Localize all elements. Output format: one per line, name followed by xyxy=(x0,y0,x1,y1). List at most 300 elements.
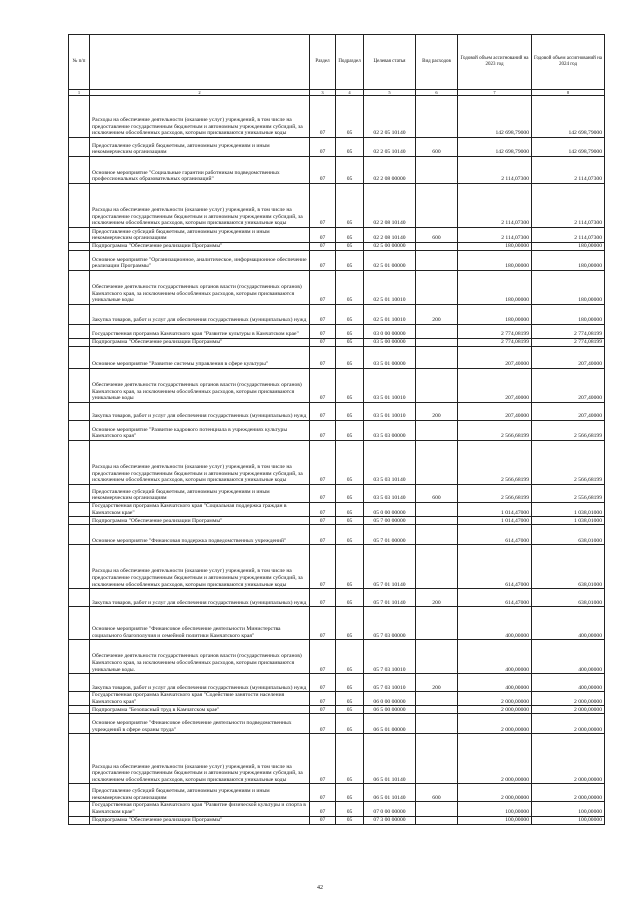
expense-name-cell: Закупка товаров, работ и услуг для обеспечения государственных (муниципальных) нужд xyxy=(90,403,310,421)
podrazdel-cell: 05 xyxy=(336,802,364,816)
target-article-cell: 06 0 00 00000 xyxy=(364,692,416,706)
table-row xyxy=(69,96,605,138)
target-article-cell: 02 5 01 10010 xyxy=(364,305,416,325)
target-article-cell: 02 2 08 10140 xyxy=(364,184,416,228)
razdel-cell: 07 xyxy=(310,421,336,441)
row-index-cell xyxy=(69,640,90,674)
expense-type-cell xyxy=(416,421,458,441)
amount-2024-cell: 142 698,79000 xyxy=(532,138,605,157)
header-podrazdel: Подраздел xyxy=(336,35,364,90)
razdel-cell: 07 xyxy=(310,157,336,184)
table-row xyxy=(69,485,605,503)
row-index-cell xyxy=(69,545,90,589)
amount-2023-cell: 2 114,07300 xyxy=(458,228,532,243)
expense-type-cell: 200 xyxy=(416,589,458,607)
expense-type-cell xyxy=(416,157,458,184)
row-index-cell xyxy=(69,347,90,369)
table-row xyxy=(69,243,605,251)
target-article-cell: 02 2 05 10140 xyxy=(364,138,416,157)
razdel-cell: 07 xyxy=(310,228,336,243)
header-expense-type: Вид расходов xyxy=(416,35,458,90)
target-article-cell: 06 5 01 00000 xyxy=(364,714,416,734)
podrazdel-cell: 05 xyxy=(336,525,364,545)
row-index-cell xyxy=(69,138,90,157)
amount-2023-cell: 2 114,07300 xyxy=(458,157,532,184)
expense-type-cell xyxy=(416,503,458,517)
expense-name-cell: Предоставление субсидий бюджетным, автономным учреждениям и иным некоммерческим организациям xyxy=(90,784,310,802)
row-index-cell xyxy=(69,421,90,441)
target-article-cell: 05 7 01 10140 xyxy=(364,589,416,607)
table-body xyxy=(69,90,605,825)
razdel-cell: 07 xyxy=(310,640,336,674)
target-article-cell: 07 0 00 00000 xyxy=(364,802,416,816)
expense-name-cell: Государственная программа Камчатского края "Содействие занятости населения Камчатского края" xyxy=(90,692,310,706)
table-row xyxy=(69,816,605,824)
amount-2023-cell: 180,00000 xyxy=(458,305,532,325)
expense-name-cell: Подпрограмма "Обеспечение реализации Программы" xyxy=(90,243,310,251)
podrazdel-cell: 05 xyxy=(336,305,364,325)
row-index-cell xyxy=(69,706,90,714)
amount-2024-cell: 100,00000 xyxy=(532,802,605,816)
table-row xyxy=(69,441,605,485)
expense-name-cell: Государственная программа Камчатского края "Социальная поддержка граждан в Камчатском крае" xyxy=(90,503,310,517)
expense-type-cell: 200 xyxy=(416,403,458,421)
row-index-cell xyxy=(69,441,90,485)
podrazdel-cell: 05 xyxy=(336,816,364,824)
podrazdel-cell: 05 xyxy=(336,441,364,485)
target-article-cell: 03 5 01 10010 xyxy=(364,403,416,421)
podrazdel-cell: 05 xyxy=(336,157,364,184)
expense-name-cell: Расходы на обеспечение деятельности (оказание услуг) учреждений, в том числе на предоставление государственным бюджетным и автономным учреждениям субсидий, за исключением обособленных расходов, которым присваиваются уникальные коды xyxy=(90,734,310,784)
podrazdel-cell: 05 xyxy=(336,517,364,525)
expense-type-cell xyxy=(416,692,458,706)
expense-name-cell: Основное мероприятие "Финансовая поддержка подведомственных учреждений" xyxy=(90,525,310,545)
razdel-cell: 07 xyxy=(310,243,336,251)
amount-2023-cell: 2 774,08199 xyxy=(458,339,532,347)
amount-2023-cell: 400,00000 xyxy=(458,607,532,640)
table-row xyxy=(69,228,605,243)
amount-2024-cell: 180,00000 xyxy=(532,305,605,325)
razdel-cell: 07 xyxy=(310,517,336,525)
expense-name-cell: Предоставление субсидий бюджетным, автономным учреждениям и иным некоммерческим организациям xyxy=(90,228,310,243)
amount-2023-cell: 2 566,68199 xyxy=(458,441,532,485)
expense-name-cell: Государственная программа Камчатского края "Развитие культуры в Камчатском крае" xyxy=(90,325,310,339)
target-article-cell: 03 5 03 10140 xyxy=(364,441,416,485)
razdel-cell: 07 xyxy=(310,589,336,607)
table-row xyxy=(69,138,605,157)
amount-2023-cell: 100,00000 xyxy=(458,802,532,816)
expense-type-cell xyxy=(416,525,458,545)
podrazdel-cell: 05 xyxy=(336,607,364,640)
amount-2023-cell: 2 114,07300 xyxy=(458,184,532,228)
column-number: 7 xyxy=(458,90,532,96)
razdel-cell: 07 xyxy=(310,607,336,640)
target-article-cell: 05 7 00 00000 xyxy=(364,517,416,525)
amount-2023-cell: 1 014,47000 xyxy=(458,517,532,525)
row-index-cell xyxy=(69,607,90,640)
expense-name-cell: Закупка товаров, работ и услуг для обеспечения государственных (муниципальных) нужд xyxy=(90,305,310,325)
podrazdel-cell: 05 xyxy=(336,714,364,734)
razdel-cell: 07 xyxy=(310,441,336,485)
amount-2024-cell: 2 000,00000 xyxy=(532,692,605,706)
header-amount-2023: Годовой объем ассигнований на 2023 год xyxy=(458,35,532,90)
row-index-cell xyxy=(69,271,90,305)
expense-type-cell xyxy=(416,369,458,403)
header-num: № п/п xyxy=(69,35,90,90)
expense-type-cell xyxy=(416,816,458,824)
amount-2024-cell: 180,00000 xyxy=(532,243,605,251)
podrazdel-cell: 05 xyxy=(336,325,364,339)
amount-2023-cell: 142 698,79000 xyxy=(458,138,532,157)
podrazdel-cell: 05 xyxy=(336,271,364,305)
row-index-cell xyxy=(69,589,90,607)
expense-type-cell xyxy=(416,802,458,816)
amount-2023-cell: 2 000,00000 xyxy=(458,784,532,802)
podrazdel-cell: 05 xyxy=(336,403,364,421)
target-article-cell: 06 5 01 10140 xyxy=(364,734,416,784)
amount-2023-cell: 2 566,68199 xyxy=(458,421,532,441)
podrazdel-cell: 05 xyxy=(336,96,364,138)
expense-type-cell xyxy=(416,96,458,138)
table-row xyxy=(69,403,605,421)
table-row xyxy=(69,734,605,784)
amount-2023-cell: 1 014,47000 xyxy=(458,503,532,517)
amount-2023-cell: 207,40000 xyxy=(458,369,532,403)
table-row xyxy=(69,674,605,692)
amount-2024-cell: 2 000,00000 xyxy=(532,784,605,802)
amount-2024-cell: 207,40000 xyxy=(532,403,605,421)
razdel-cell: 07 xyxy=(310,403,336,421)
amount-2024-cell: 100,00000 xyxy=(532,816,605,824)
expense-type-cell: 600 xyxy=(416,784,458,802)
expense-name-cell: Основное мероприятие "Финансовое обеспечение деятельности подведомственных учреждений в сфере охраны труда" xyxy=(90,714,310,734)
table-row xyxy=(69,802,605,816)
amount-2024-cell: 2 114,07300 xyxy=(532,228,605,243)
razdel-cell: 07 xyxy=(310,138,336,157)
amount-2024-cell: 638,01000 xyxy=(532,525,605,545)
amount-2023-cell: 180,00000 xyxy=(458,243,532,251)
row-index-cell xyxy=(69,714,90,734)
amount-2023-cell: 614,47000 xyxy=(458,525,532,545)
amount-2024-cell: 180,00000 xyxy=(532,251,605,271)
row-index-cell xyxy=(69,325,90,339)
amount-2023-cell: 207,40000 xyxy=(458,347,532,369)
podrazdel-cell: 05 xyxy=(336,184,364,228)
table-row xyxy=(69,517,605,525)
expense-name-cell: Обеспечение деятельности государственных органов власти (государственных органов) Камчатского края, за исключением обособленных расходов, которым присваиваются уникальные коды xyxy=(90,369,310,403)
expense-name-cell: Основное мероприятие "Развитие кадрового потенциала в учреждениях культуры Камчатского края" xyxy=(90,421,310,441)
table-row xyxy=(69,714,605,734)
target-article-cell: 05 7 01 10140 xyxy=(364,545,416,589)
target-article-cell: 02 5 01 00000 xyxy=(364,251,416,271)
amount-2024-cell: 400,00000 xyxy=(532,640,605,674)
amount-2024-cell: 2 114,07300 xyxy=(532,184,605,228)
expense-type-cell: 200 xyxy=(416,674,458,692)
podrazdel-cell: 05 xyxy=(336,485,364,503)
amount-2024-cell: 1 038,01000 xyxy=(532,503,605,517)
row-index-cell xyxy=(69,503,90,517)
amount-2023-cell: 2 566,68199 xyxy=(458,485,532,503)
expense-type-cell xyxy=(416,347,458,369)
column-number: 4 xyxy=(336,90,364,96)
table-row xyxy=(69,421,605,441)
row-index-cell xyxy=(69,802,90,816)
header-target-article: Целевая статья xyxy=(364,35,416,90)
expense-name-cell: Закупка товаров, работ и услуг для обеспечения государственных (муниципальных) нужд xyxy=(90,674,310,692)
amount-2024-cell: 400,00000 xyxy=(532,674,605,692)
expense-name-cell: Расходы на обеспечение деятельности (оказание услуг) учреждений, в том числе на предоставление государственным бюджетным и автономным учреждениям субсидий, за исключением обособленных расходов, которым присваиваются уникальные коды xyxy=(90,441,310,485)
expense-name-cell: Обеспечение деятельности государственных органов власти (государственных органов) Камчатского края, за исключением обособленных расходов, которым присваиваются уникальные коды xyxy=(90,271,310,305)
target-article-cell: 03 5 00 00000 xyxy=(364,339,416,347)
target-article-cell: 05 7 03 10010 xyxy=(364,640,416,674)
expense-name-cell: Подпрограмма "Безопасный труд в Камчатском крае" xyxy=(90,706,310,714)
amount-2024-cell: 2 000,00000 xyxy=(532,706,605,714)
razdel-cell: 07 xyxy=(310,96,336,138)
razdel-cell: 07 xyxy=(310,485,336,503)
target-article-cell: 05 0 00 00000 xyxy=(364,503,416,517)
target-article-cell: 06 5 00 00000 xyxy=(364,706,416,714)
expense-name-cell: Основное мероприятие "Финансовое обеспечение деятельности Министерства социального благополучия и семейной политики Камчатского края" xyxy=(90,607,310,640)
amount-2024-cell: 2 774,08199 xyxy=(532,325,605,339)
podrazdel-cell: 05 xyxy=(336,347,364,369)
table-row xyxy=(69,325,605,339)
razdel-cell: 07 xyxy=(310,706,336,714)
expense-type-cell xyxy=(416,640,458,674)
amount-2023-cell: 180,00000 xyxy=(458,251,532,271)
amount-2024-cell: 2 000,00000 xyxy=(532,734,605,784)
expense-type-cell xyxy=(416,243,458,251)
row-index-cell xyxy=(69,692,90,706)
row-index-cell xyxy=(69,184,90,228)
amount-2023-cell: 180,00000 xyxy=(458,271,532,305)
target-article-cell: 05 7 03 10010 xyxy=(364,674,416,692)
podrazdel-cell: 05 xyxy=(336,692,364,706)
table-row xyxy=(69,369,605,403)
table-header-row xyxy=(69,35,605,90)
razdel-cell: 07 xyxy=(310,802,336,816)
amount-2023-cell: 100,00000 xyxy=(458,816,532,824)
row-index-cell xyxy=(69,784,90,802)
column-number: 1 xyxy=(69,90,90,96)
amount-2024-cell: 180,00000 xyxy=(532,271,605,305)
amount-2023-cell: 400,00000 xyxy=(458,674,532,692)
razdel-cell: 07 xyxy=(310,251,336,271)
amount-2023-cell: 142 698,79000 xyxy=(458,96,532,138)
expense-type-cell xyxy=(416,734,458,784)
podrazdel-cell: 05 xyxy=(336,784,364,802)
razdel-cell: 07 xyxy=(310,184,336,228)
column-number: 5 xyxy=(364,90,416,96)
expense-name-cell: Подпрограмма "Обеспечение реализации Программы" xyxy=(90,517,310,525)
table-row xyxy=(69,503,605,517)
header-amount-2024: Годовой объем ассигнований на 2024 год xyxy=(532,35,605,90)
table-row xyxy=(69,706,605,714)
amount-2023-cell: 2 000,00000 xyxy=(458,734,532,784)
amount-2024-cell: 638,01000 xyxy=(532,589,605,607)
target-article-cell: 07 3 00 00000 xyxy=(364,816,416,824)
podrazdel-cell: 05 xyxy=(336,503,364,517)
razdel-cell: 07 xyxy=(310,347,336,369)
amount-2023-cell: 2 774,08199 xyxy=(458,325,532,339)
amount-2024-cell: 400,00000 xyxy=(532,607,605,640)
amount-2024-cell: 638,01000 xyxy=(532,545,605,589)
expense-name-cell: Расходы на обеспечение деятельности (оказание услуг) учреждений, в том числе на предоставление государственным бюджетным и автономным учреждениям субсидий, за исключением обособленных расходов, которым присваиваются уникальные коды xyxy=(90,545,310,589)
target-article-cell: 05 7 03 00000 xyxy=(364,607,416,640)
expense-name-cell: Расходы на обеспечение деятельности (оказание услуг) учреждений, в том числе на предоставление государственным бюджетным и автономным учреждениям субсидий, за исключением обособленных расходов, которым присваиваются уникальные коды xyxy=(90,184,310,228)
expense-name-cell: Расходы на обеспечение деятельности (оказание услуг) учреждений, в том числе на предоставление государственным бюджетным и автономным учреждениям субсидий, за исключением обособленных расходов, которым присваиваются уникальные коды xyxy=(90,96,310,138)
row-index-cell xyxy=(69,816,90,824)
expense-name-cell: Основное мероприятие "Социальные гарантии работникам подведомственных профессиональных образовательных организаций" xyxy=(90,157,310,184)
expense-type-cell xyxy=(416,607,458,640)
expense-type-cell: 200 xyxy=(416,305,458,325)
expense-type-cell xyxy=(416,545,458,589)
table-row xyxy=(69,640,605,674)
amount-2024-cell: 2 000,00000 xyxy=(532,714,605,734)
razdel-cell: 07 xyxy=(310,369,336,403)
row-index-cell xyxy=(69,525,90,545)
razdel-cell: 07 xyxy=(310,784,336,802)
razdel-cell: 07 xyxy=(310,305,336,325)
target-article-cell: 06 5 01 10140 xyxy=(364,784,416,802)
table-row xyxy=(69,589,605,607)
amount-2024-cell: 142 698,79000 xyxy=(532,96,605,138)
amount-2024-cell: 2 114,07300 xyxy=(532,157,605,184)
expense-type-cell xyxy=(416,714,458,734)
podrazdel-cell: 05 xyxy=(336,251,364,271)
expense-name-cell: Государственная программа Камчатского края "Развитие физической культуры и спорта в Камчатском крае" xyxy=(90,802,310,816)
table-row xyxy=(69,525,605,545)
razdel-cell: 07 xyxy=(310,816,336,824)
expense-type-cell xyxy=(416,339,458,347)
target-article-cell: 02 2 08 10140 xyxy=(364,228,416,243)
table-row xyxy=(69,607,605,640)
table-row xyxy=(69,784,605,802)
row-index-cell xyxy=(69,339,90,347)
amount-2024-cell: 1 038,01000 xyxy=(532,517,605,525)
expense-name-cell: Закупка товаров, работ и услуг для обеспечения государственных (муниципальных) нужд xyxy=(90,589,310,607)
row-index-cell xyxy=(69,674,90,692)
podrazdel-cell: 05 xyxy=(336,339,364,347)
column-number: 8 xyxy=(532,90,605,96)
row-index-cell xyxy=(69,96,90,138)
razdel-cell: 07 xyxy=(310,545,336,589)
row-index-cell xyxy=(69,517,90,525)
amount-2024-cell: 2 556,68199 xyxy=(532,485,605,503)
target-article-cell: 02 5 01 10010 xyxy=(364,271,416,305)
row-index-cell xyxy=(69,369,90,403)
podrazdel-cell: 05 xyxy=(336,421,364,441)
target-article-cell: 03 5 01 10010 xyxy=(364,369,416,403)
row-index-cell xyxy=(69,485,90,503)
target-article-cell: 05 7 01 00000 xyxy=(364,525,416,545)
target-article-cell: 03 5 01 00000 xyxy=(364,347,416,369)
razdel-cell: 07 xyxy=(310,734,336,784)
column-number: 6 xyxy=(416,90,458,96)
podrazdel-cell: 05 xyxy=(336,228,364,243)
table-row xyxy=(69,692,605,706)
expense-type-cell xyxy=(416,184,458,228)
target-article-cell: 02 2 08 00000 xyxy=(364,157,416,184)
amount-2023-cell: 2 000,00000 xyxy=(458,706,532,714)
target-article-cell: 02 5 00 00000 xyxy=(364,243,416,251)
amount-2023-cell: 2 000,00000 xyxy=(458,692,532,706)
table-row xyxy=(69,251,605,271)
razdel-cell: 07 xyxy=(310,339,336,347)
budget-table-sheet xyxy=(68,34,604,825)
razdel-cell: 07 xyxy=(310,503,336,517)
podrazdel-cell: 05 xyxy=(336,243,364,251)
table-row xyxy=(69,184,605,228)
expense-name-cell: Основное мероприятие "Развитие системы управления в сфере культуры" xyxy=(90,347,310,369)
podrazdel-cell: 05 xyxy=(336,138,364,157)
razdel-cell: 07 xyxy=(310,714,336,734)
podrazdel-cell: 05 xyxy=(336,674,364,692)
amount-2024-cell: 2 566,68199 xyxy=(532,421,605,441)
amount-2023-cell: 2 000,00000 xyxy=(458,714,532,734)
expense-type-cell xyxy=(416,251,458,271)
razdel-cell: 07 xyxy=(310,692,336,706)
row-index-cell xyxy=(69,157,90,184)
table-row xyxy=(69,157,605,184)
expense-name-cell: Подпрограмма "Обеспечение реализации Программы" xyxy=(90,816,310,824)
table-row xyxy=(69,545,605,589)
expense-type-cell: 600 xyxy=(416,228,458,243)
amount-2024-cell: 2 566,68199 xyxy=(532,441,605,485)
page-number: 42 xyxy=(317,885,323,891)
row-index-cell xyxy=(69,734,90,784)
razdel-cell: 07 xyxy=(310,674,336,692)
amount-2024-cell: 2 774,08199 xyxy=(532,339,605,347)
target-article-cell: 03 5 03 10140 xyxy=(364,485,416,503)
podrazdel-cell: 05 xyxy=(336,706,364,714)
table-row xyxy=(69,347,605,369)
row-index-cell xyxy=(69,251,90,271)
podrazdel-cell: 05 xyxy=(336,545,364,589)
expense-type-cell xyxy=(416,325,458,339)
amount-2024-cell: 207,40000 xyxy=(532,369,605,403)
header-razdel: Раздел xyxy=(310,35,336,90)
podrazdel-cell: 05 xyxy=(336,369,364,403)
razdel-cell: 07 xyxy=(310,325,336,339)
amount-2023-cell: 614,47000 xyxy=(458,589,532,607)
expense-name-cell: Основное мероприятие "Организационное, аналитическое, информационное обеспечение реализации Программы" xyxy=(90,251,310,271)
podrazdel-cell: 05 xyxy=(336,640,364,674)
table-row xyxy=(69,339,605,347)
amount-2023-cell: 207,40000 xyxy=(458,403,532,421)
target-article-cell: 02 2 05 10140 xyxy=(364,96,416,138)
expense-type-cell xyxy=(416,517,458,525)
expense-name-cell: Предоставление субсидий бюджетным, автономным учреждениям и иным некоммерческим организациям xyxy=(90,485,310,503)
expense-name-cell: Предоставление субсидий бюджетным, автономным учреждениям и иным некоммерческим организациям xyxy=(90,138,310,157)
expense-name-cell: Подпрограмма "Обеспечение реализации Программы" xyxy=(90,339,310,347)
table-row xyxy=(69,305,605,325)
target-article-cell: 03 0 00 00000 xyxy=(364,325,416,339)
row-index-cell xyxy=(69,305,90,325)
amount-2024-cell: 207,40000 xyxy=(532,347,605,369)
expense-type-cell: 600 xyxy=(416,138,458,157)
column-number: 3 xyxy=(310,90,336,96)
row-index-cell xyxy=(69,403,90,421)
podrazdel-cell: 05 xyxy=(336,589,364,607)
amount-2023-cell: 400,00000 xyxy=(458,640,532,674)
table-row xyxy=(69,271,605,305)
expense-type-cell: 600 xyxy=(416,485,458,503)
podrazdel-cell: 05 xyxy=(336,734,364,784)
amount-2023-cell: 614,47000 xyxy=(458,545,532,589)
row-index-cell xyxy=(69,228,90,243)
budget-table xyxy=(68,34,605,825)
expense-name-cell: Обеспечение деятельности государственных органов власти (государственных органов) Камчатского края, за исключением обособленных расходов, которым присваиваются уникальные коды. xyxy=(90,640,310,674)
